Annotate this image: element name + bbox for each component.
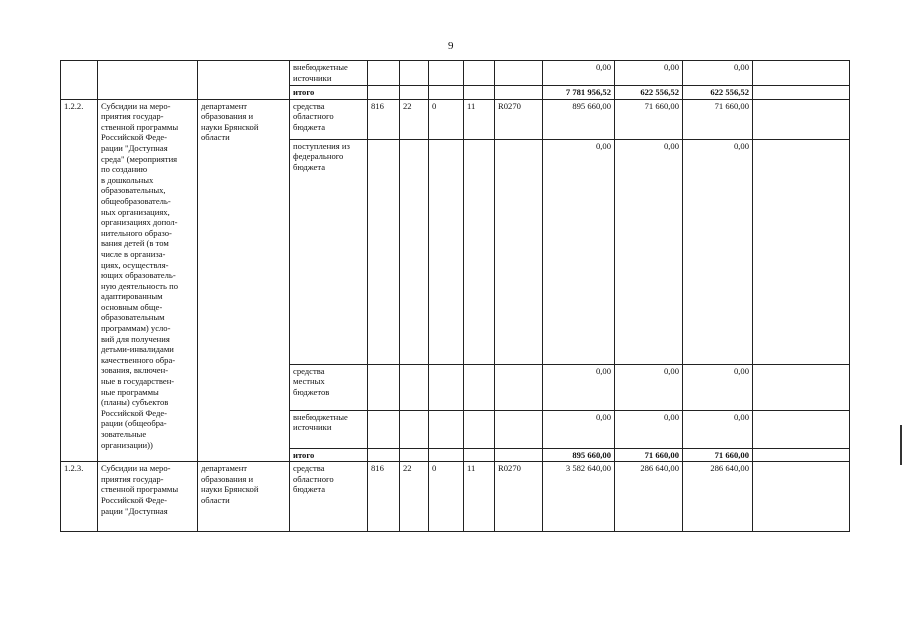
cell-empty <box>753 139 850 364</box>
total-amount-cell: 622 556,52 <box>615 86 683 100</box>
cell-empty <box>400 448 429 462</box>
amount-cell: 0,00 <box>543 364 615 410</box>
cell-empty <box>464 364 495 410</box>
code-cell: 816 <box>368 99 400 139</box>
cell-empty <box>198 61 290 100</box>
amount-cell: 286 640,00 <box>683 462 753 532</box>
table-row <box>61 462 850 532</box>
cell-empty <box>495 139 543 364</box>
code-cell: 11 <box>464 99 495 139</box>
code-cell: 22 <box>400 99 429 139</box>
table-row <box>61 61 850 86</box>
cell-empty <box>753 448 850 462</box>
amount-cell: 0,00 <box>543 139 615 364</box>
funding-source-cell: средства местных бюджетов <box>290 364 368 410</box>
funding-source-cell: внебюджетные источники <box>290 61 368 86</box>
executor-cell: департамент образования и науки Брянской области <box>198 99 290 462</box>
item-number-cell: 1.2.3. <box>61 462 98 532</box>
total-amount-cell: 7 781 956,52 <box>543 86 615 100</box>
amount-cell: 71 660,00 <box>615 99 683 139</box>
cell-empty <box>495 86 543 100</box>
cell-empty <box>368 86 400 100</box>
amount-cell: 0,00 <box>683 410 753 448</box>
amount-cell: 0,00 <box>615 139 683 364</box>
cell-empty <box>400 410 429 448</box>
total-amount-cell: 895 660,00 <box>543 448 615 462</box>
cell-empty <box>464 448 495 462</box>
code-cell: 816 <box>368 462 400 532</box>
amount-cell: 0,00 <box>683 61 753 86</box>
total-amount-cell: 622 556,52 <box>683 86 753 100</box>
code-cell: 0 <box>429 99 464 139</box>
amount-cell: 0,00 <box>615 410 683 448</box>
cell-empty <box>368 61 400 86</box>
code-cell: R0270 <box>495 462 543 532</box>
cell-empty <box>429 364 464 410</box>
cell-empty <box>753 364 850 410</box>
cell-empty <box>400 86 429 100</box>
total-label-cell: итого <box>290 448 368 462</box>
cell-empty <box>368 139 400 364</box>
cell-empty <box>753 462 850 532</box>
funding-source-cell: поступления из федерального бюджета <box>290 139 368 364</box>
cell-empty <box>495 364 543 410</box>
cell-empty <box>429 410 464 448</box>
code-cell: 22 <box>400 462 429 532</box>
cell-empty <box>400 139 429 364</box>
amount-cell: 0,00 <box>543 410 615 448</box>
cell-empty <box>753 410 850 448</box>
cell-empty <box>368 448 400 462</box>
amount-cell: 3 582 640,00 <box>543 462 615 532</box>
item-number-cell: 1.2.2. <box>61 99 98 462</box>
cell-empty <box>495 61 543 86</box>
amount-cell: 895 660,00 <box>543 99 615 139</box>
code-cell: 0 <box>429 462 464 532</box>
cell-empty <box>368 410 400 448</box>
amount-cell: 0,00 <box>683 139 753 364</box>
amount-cell: 0,00 <box>683 364 753 410</box>
amount-cell: 0,00 <box>615 61 683 86</box>
cell-empty <box>495 410 543 448</box>
cell-empty <box>464 410 495 448</box>
amount-cell: 71 660,00 <box>683 99 753 139</box>
total-label-cell: итого <box>290 86 368 100</box>
cell-empty <box>400 364 429 410</box>
budget-table <box>60 60 850 532</box>
cell-empty <box>400 61 429 86</box>
page-number: 9 <box>448 40 454 52</box>
cell-empty <box>429 448 464 462</box>
cell-empty <box>61 61 98 100</box>
code-cell: R0270 <box>495 99 543 139</box>
table-row <box>61 99 850 139</box>
total-amount-cell: 71 660,00 <box>683 448 753 462</box>
cell-empty <box>753 61 850 86</box>
amount-cell: 0,00 <box>543 61 615 86</box>
cell-empty <box>753 86 850 100</box>
cell-empty <box>368 364 400 410</box>
funding-source-cell: внебюджетные источники <box>290 410 368 448</box>
total-amount-cell: 71 660,00 <box>615 448 683 462</box>
cell-empty <box>464 61 495 86</box>
cell-empty <box>429 139 464 364</box>
item-name-cell: Субсидии на меро- приятия государ- ственной программы Российской Феде- рации "Доступная <box>98 462 198 532</box>
executor-cell: департамент образования и науки Брянской области <box>198 462 290 532</box>
cell-empty <box>429 61 464 86</box>
cell-empty <box>464 139 495 364</box>
cell-empty <box>429 86 464 100</box>
cell-empty <box>753 99 850 139</box>
code-cell: 11 <box>464 462 495 532</box>
cell-empty <box>495 448 543 462</box>
amount-cell: 0,00 <box>615 364 683 410</box>
funding-source-cell: средства областного бюджета <box>290 99 368 139</box>
funding-source-cell: средства областного бюджета <box>290 462 368 532</box>
amount-cell: 286 640,00 <box>615 462 683 532</box>
cell-empty <box>98 61 198 100</box>
scan-edge-mark <box>900 425 902 465</box>
item-name-cell: Субсидии на меро- приятия государ- ственной программы Российской Феде- рации "Доступная среда" (мероприятия по созданию в дошкольных образовательных, общеобразователь- ных организациях, организациях допол- нительного образо- вания детей (в том числе в организа- циях, осуществля- ющих образователь- ную деятельность по адаптированным основным обще- образовательным программам) усло- вий для получения детьми-инвалидами качественного обра- зования, включен- ные в государствен- ные программы (планы) субъектов Российской Феде- рации (общеобра- зовательные организации)) <box>98 99 198 462</box>
cell-empty <box>464 86 495 100</box>
